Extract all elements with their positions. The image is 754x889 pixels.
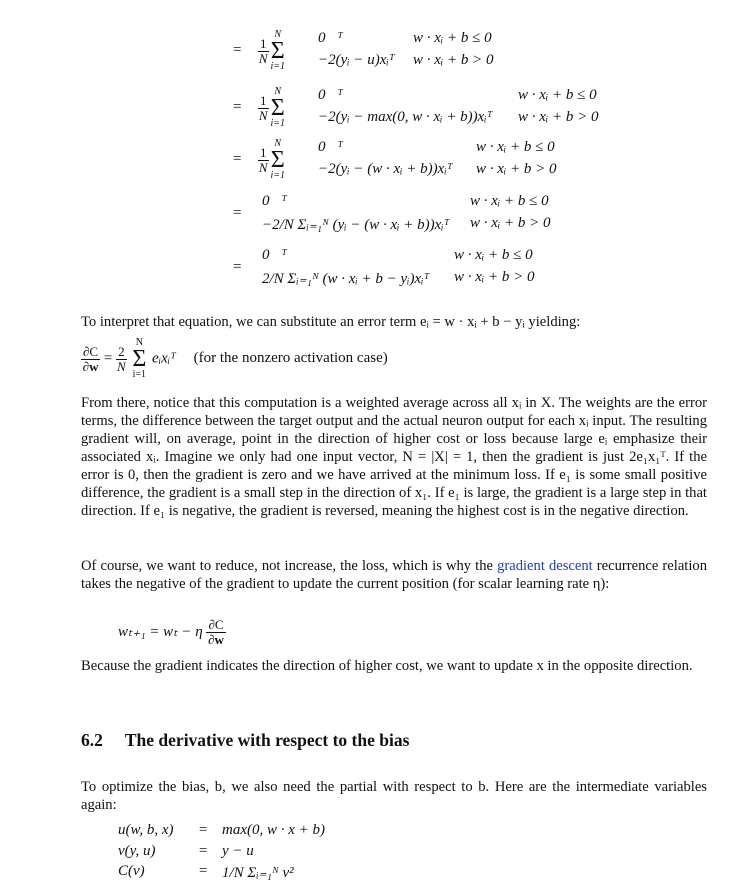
sum-bottom: i=1 (270, 61, 286, 72)
gradient-descent-link[interactable]: gradient descent (497, 558, 593, 574)
sum-bottom: i=1 (270, 118, 286, 129)
sum-prefix (258, 139, 287, 181)
case-zero: 0⃗ᵀ (318, 30, 343, 46)
case-zero: 0⃗ᵀ (318, 139, 343, 155)
sigma: Σ (270, 95, 285, 121)
case-active: 2/N Σᵢ₌₁ᴺ (w · xᵢ + b − yᵢ)xᵢᵀ (262, 271, 430, 287)
condition-positive: w · xᵢ + b > 0 (470, 215, 551, 231)
intermediate-rhs: max(0, w · x + b) (222, 822, 326, 838)
update-lhs: wₜ₊₁ = wₜ − η (118, 623, 203, 640)
sigma: Σ (132, 346, 147, 372)
equals-sign: = (233, 42, 242, 58)
frac-n: N (258, 107, 268, 123)
intermediate-lhs: v(y, u) (118, 843, 156, 859)
condition-nonpositive: w · xᵢ + b ≤ 0 (470, 193, 549, 209)
intermediate-rhs: y − u (222, 843, 254, 859)
equals-sign: = (233, 99, 242, 115)
intermediate-lhs: C(v) (118, 863, 145, 879)
update-num: ∂C (208, 617, 224, 632)
intermediate-rhs: 1/N Σᵢ₌₁ᴺ v² (222, 865, 294, 881)
equals-sign: = (233, 259, 242, 275)
paragraph-update-direction: Because the gradient indicates the direction of higher cost, we want to update x in the opposite direction. (81, 658, 693, 674)
frac-one: 1 (260, 92, 267, 108)
sigma: Σ (270, 38, 285, 64)
frac-n: N (258, 50, 268, 66)
para2-text-a: Of course, we want to reduce, not increase, the loss, which is why the (81, 558, 498, 574)
case-active: −2(yᵢ − max(0, w · xᵢ + b))xᵢᵀ (318, 109, 493, 125)
sum-top: N (274, 138, 282, 149)
condition-positive: w · xᵢ + b > 0 (518, 109, 599, 125)
sum-bottom: i=1 (270, 170, 286, 181)
frac-one: 1 (260, 35, 267, 51)
coef-num: 2 (118, 343, 125, 359)
condition-nonpositive: w · xᵢ + b ≤ 0 (413, 30, 492, 46)
error-note: (for the nonzero activation case) (193, 350, 388, 367)
update-equation (118, 618, 226, 647)
frac-n: N (258, 159, 268, 175)
case-active: −2/N Σᵢ₌₁ᴺ (yᵢ − (w · xᵢ + b))xᵢᵀ (262, 217, 450, 233)
case-active: −2(yᵢ − u)xᵢᵀ (318, 52, 395, 68)
error-equation (81, 338, 388, 380)
intermediate-eq: = (198, 863, 209, 879)
sum-top: N (135, 337, 143, 348)
condition-positive: w · xᵢ + b > 0 (413, 52, 494, 68)
equals-sign: = (233, 205, 242, 221)
condition-nonpositive: w · xᵢ + b ≤ 0 (454, 247, 533, 263)
lhs-num: ∂C (83, 343, 99, 359)
case-zero: 0⃗ᵀ (318, 87, 343, 103)
update-den: ∂w (208, 632, 224, 647)
interpret-line: To interpret that equation, we can substitute an error term eᵢ = w · xᵢ + b − yᵢ yielding: (81, 314, 581, 330)
sum-top: N (274, 86, 282, 97)
equals-sign: = (233, 151, 242, 167)
coef-den: N (116, 358, 126, 374)
condition-positive: w · xᵢ + b > 0 (454, 269, 535, 285)
sum-prefix (258, 30, 287, 72)
case-active: −2(yᵢ − (w · xᵢ + b))xᵢᵀ (318, 161, 453, 177)
case-zero: 0⃗ᵀ (262, 193, 287, 209)
section-heading (81, 730, 409, 751)
intermediate-eq: = (198, 843, 209, 859)
condition-nonpositive: w · xᵢ + b ≤ 0 (476, 139, 555, 155)
sigma: Σ (270, 147, 285, 173)
error-body: eᵢxᵢᵀ (152, 350, 176, 367)
sum-bottom: i=1 (132, 369, 147, 380)
paragraph-gradient-descent (81, 557, 707, 593)
equals: = (103, 350, 113, 367)
case-zero: 0⃗ᵀ (262, 247, 287, 263)
intermediate-lhs: u(w, b, x) (118, 822, 174, 838)
sum-top: N (274, 29, 282, 40)
lhs-den: ∂w (82, 358, 99, 374)
intermediate-eq: = (198, 822, 209, 838)
condition-positive: w · xᵢ + b > 0 (476, 161, 557, 177)
section-title: The derivative with respect to the bias (124, 730, 410, 750)
frac-one: 1 (260, 144, 267, 160)
sum-prefix (258, 87, 287, 129)
paragraph-bias: To optimize the bias, b, we also need the partial with respect to b. Here are the intermediate variables again: (81, 779, 707, 813)
paragraph-weighted-average: From there, notice that this computation is a weighted average across all xᵢ in X. The weights are the error terms, the difference between the target output and the actual neuron output for each xᵢ input. The resulting gradient will, on average, point in the direction of higher cost or loss because large eᵢ emphasize their associated xᵢ. Imagine we only had one input vector, N = |X| = 1, then the gradient is just 2e₁x₁ᵀ. If the error is 0, then the gradient is zero and we have arrived at the minimum loss. If e₁ is some small positive difference, the gradient is a small step in the direction of x₁. If e₁ is large, the gradient is a large step in that direction. If e₁ is negative, the gradient is reversed, meaning the highest cost is in the negative direction. (81, 395, 707, 519)
condition-nonpositive: w · xᵢ + b ≤ 0 (518, 87, 597, 103)
para2-text-b: recurrence relation takes the negative of the gradient to update the current position (for scalar learning rate η): (81, 558, 707, 592)
section-number: 6.2 (81, 730, 103, 750)
